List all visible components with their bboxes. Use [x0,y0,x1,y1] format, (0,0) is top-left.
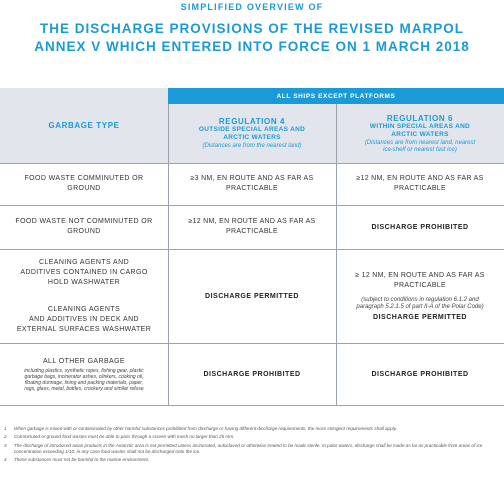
row-divider [0,249,504,250]
garbage-type-header [0,88,168,163]
value-line: PRACTICABLE [226,228,278,235]
value-line: ≥12 NM, EN ROUTE AND AS FAR AS [356,175,484,182]
title-line-2: ANNEX V WHICH ENTERED INTO FORCE ON 1 MARCH 2018 [34,39,470,54]
value-line: PRACTICABLE [394,185,446,192]
label-line: HOLD WASHWATER [47,278,121,286]
title-line-1: THE DISCHARGE PROVISIONS OF THE REVISED MARPOL [39,21,465,36]
discharge-permitted-text: DISCHARGE PERMITTED [205,292,299,300]
row-divider [0,343,504,344]
regulation-4-sub-2: ARCTIC WATERS [223,134,281,141]
column-divider [168,104,169,406]
row-food-comminuted-reg6 [336,163,504,205]
footnote-4 [4,457,500,463]
row-divider [0,405,504,406]
discharge-permitted-text: DISCHARGE PERMITTED [373,314,467,321]
row-food-comminuted-label [0,163,168,205]
value-line: PRACTICABLE [226,185,278,192]
regulation-6-sub-2: ARCTIC WATERS [391,130,449,138]
footnote-2 [4,434,500,440]
footnote-text: The discharge of introduced avian products in the Antarctic area is not permitted unless incinerated, autoclaved or otherwise treated to be made sterile. In polar waters, discharge shall be made as far as practicable from areas of ice concentration exceeding 1/10; in any case food wastes shall not be discharged onto the ice. [14,442,483,454]
row-cleaning-reg6 [336,249,504,343]
row-food-comminuted-reg4 [168,163,336,205]
value-line: ≥3 NM, EN ROUTE AND AS FAR AS [190,175,314,182]
conditions-note-2: paragraph 5.2.1.5 of part II-A of the Polar Code) [356,304,484,310]
label-line: ALL OTHER GARBAGE [42,358,125,365]
row-cleaning-cargo-label [0,249,168,296]
row-divider [0,205,504,206]
label-line: GROUND [67,185,101,192]
label-line: CLEANING AGENTS AND [38,258,130,266]
row-food-not-comminuted-reg6 [336,205,504,249]
row-cleaning-reg4 [168,249,336,343]
label-line: EXTERNAL SURFACES WASHWATER [16,325,152,333]
footnote-number: 3 [4,442,7,448]
row-all-other-reg4 [168,343,336,406]
description-line: rags, glass, metal, bottles, crockery and similar refuse [24,386,144,392]
label-line: FOOD WASTE COMMINUTED OR [24,175,144,182]
label-line: ADDITIVES CONTAINED IN CARGO [20,268,148,276]
regulation-6-note-2: ice-shelf or nearest fast ice) [383,146,457,153]
footnote-text: Comminuted or ground food wastes must be able to pass through a screen with mesh no larger than 25 mm. [14,434,235,440]
value-line: PRACTICABLE [394,282,446,289]
regulation-4-sub-1: OUTSIDE SPECIAL AREAS AND [198,126,306,133]
footnote-number: 4 [4,456,7,462]
row-cleaning-deck-label [0,296,168,343]
label-line: FOOD WASTE NOT COMMINUTED OR [15,218,153,225]
discharge-table [0,88,504,406]
row-food-not-comminuted-reg4 [168,205,336,249]
regulation-6-sub-1: WITHIN SPECIAL AREAS AND [369,122,471,130]
conditions-note-1: (subject to conditions in regulation 6.1.2 and [361,297,479,303]
footnote-3 [4,443,500,455]
footnotes [4,426,500,465]
discharge-prohibited-text: DISCHARGE PROHIBITED [371,371,469,378]
label-line: CLEANING AGENTS [47,305,121,313]
description-line: garbage bags, incinerator ashes, clinkers, cooking oil, [24,374,144,380]
supertitle: SIMPLIFIED OVERVIEW OF [180,2,324,12]
description-line: including plastics, synthetic ropes, fishing gear, plastic [24,368,144,374]
footnote-text: When garbage is mixed with or contaminated by other harmful substances prohibited from discharge or having different discharge requirements, the more stringent requirements shall apply. [14,426,397,431]
row-all-other-label [0,343,168,406]
discharge-prohibited-text: DISCHARGE PROHIBITED [371,223,469,231]
value-line: ≥ 12 NM, EN ROUTE AND AS FAR AS [355,272,485,279]
regulation-4-header [168,104,336,163]
footnote-text: These substances must not be harmful to the marine environment. [14,456,150,462]
footnote-number: 2 [4,434,7,440]
regulation-4-note: (Distances are from the nearest land) [202,143,302,149]
row-food-not-comminuted-label [0,205,168,249]
garbage-type-label: GARBAGE TYPE [48,121,120,130]
row-all-other-reg6 [336,343,504,406]
description-line: floating dunnage, lining and packing materials, paper, [24,380,144,386]
regulation-6-note-1: (Distances are from nearest land, nearest [364,139,476,146]
label-line: AND ADDITIVES IN DECK AND [29,315,139,323]
label-line: GROUND [67,228,101,235]
regulation-6-title: REGULATION 6 [386,113,454,123]
regulation-6-header [336,104,504,163]
all-ships-label: ALL SHIPS EXCEPT PLATFORMS [276,92,396,100]
discharge-prohibited-text: DISCHARGE PROHIBITED [203,371,301,378]
all-ships-band [168,88,504,104]
value-line: ≥12 NM, EN ROUTE AND AS FAR AS [188,218,316,225]
footnote-number: 1 [4,426,7,431]
column-divider [336,104,337,406]
row-divider [0,163,504,164]
page-title [0,20,504,56]
regulation-4-title: REGULATION 4 [218,117,286,126]
footnote-1 [4,426,500,432]
